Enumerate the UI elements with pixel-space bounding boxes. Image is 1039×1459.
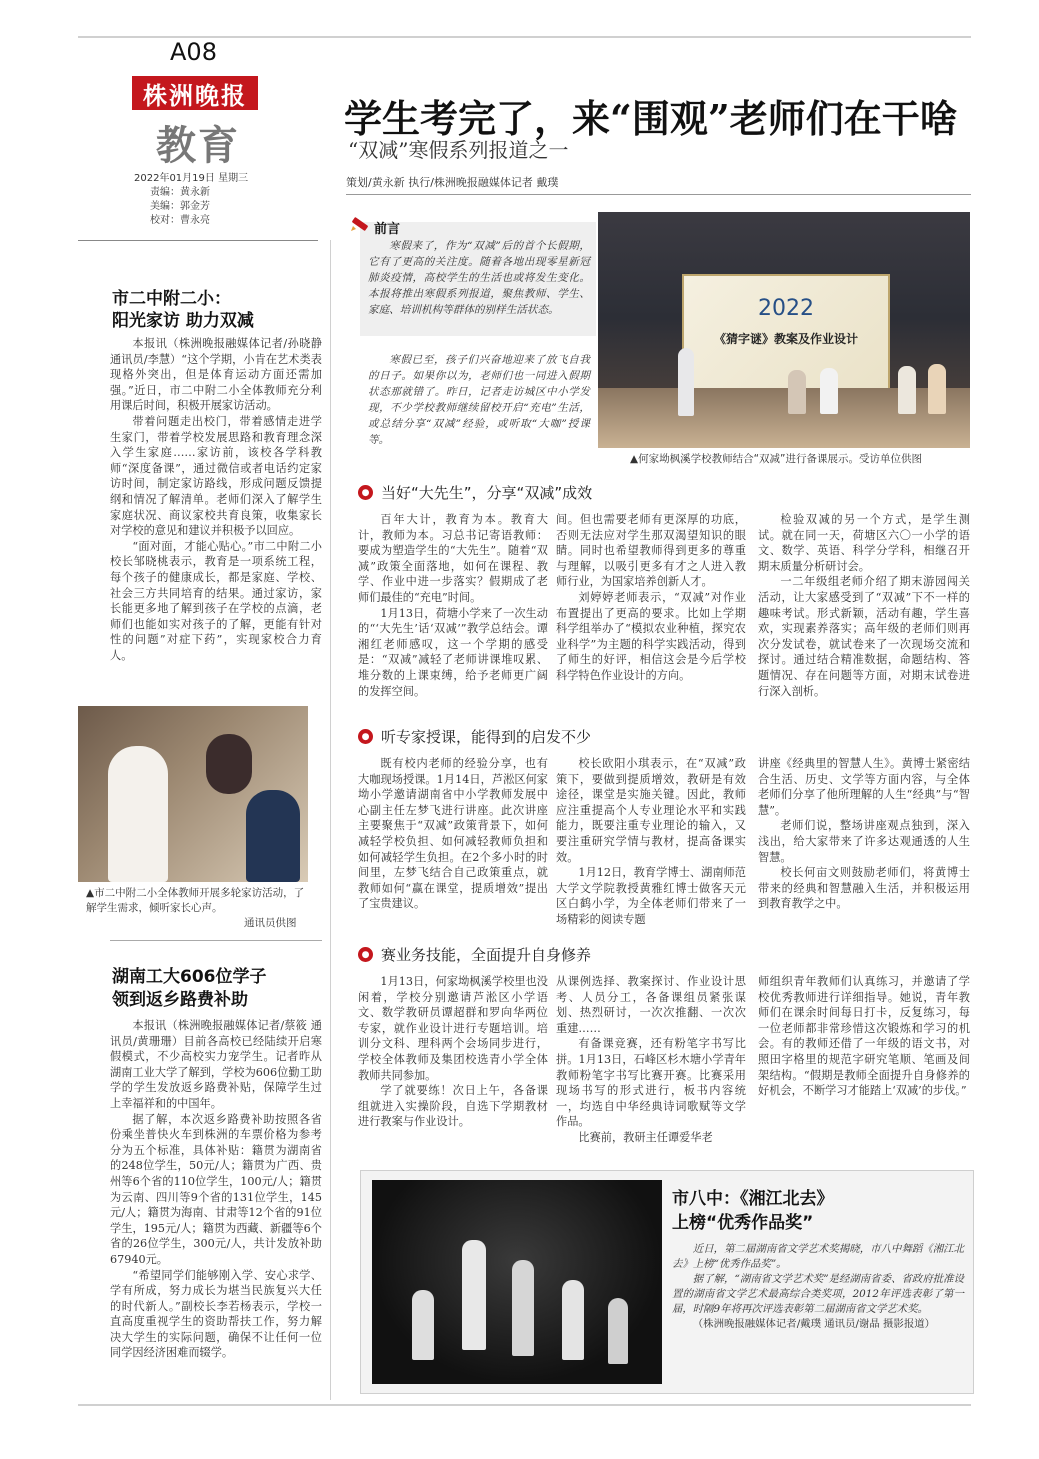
section-name: 教育: [156, 122, 240, 169]
main-subtitle: “双减”寒假系列报道之一: [348, 138, 569, 162]
paragraph: 校长欧阳小琪表示，在“双减”政策下，要做到提质增效，教研是有效途径，课堂是实施关键。因此，教师应注重提高个人专业理论水平和实践能力，既要注重专业理论的输入，又要注重研究学情与教材，提高备课实效。: [556, 757, 746, 864]
left-story2-title-2: 领到返乡路费补助: [112, 990, 248, 1010]
main-headline: 学生考完了，来“围观”老师们在干啥: [344, 96, 958, 141]
bullet-icon: ●: [358, 729, 373, 744]
page-number: A08: [170, 38, 217, 66]
dance-photo: [372, 1180, 662, 1384]
home-visit-photo: [78, 706, 308, 882]
paragraph: 学了就要练！次日上午，各备课组就进入实操阶段，自选下学期教材进行教案与作业设计。: [358, 1084, 548, 1129]
paragraph: 1月12日，教育学博士、湖南师范大学文学院教授黄雅红博士做客天元区白鹤小学，为全体老师们带来了一场精彩的阅读专题: [556, 866, 746, 926]
box-title-1: 市八中：《湘江北去》: [672, 1189, 834, 1209]
paragraph: 1月13日，荷塘小学来了一次生动的“‘大先生’话‘双减’”教学总结会。谭湘红老师感叹，这一个学期的感受是：“双减”减轻了老师讲课堆叹累、堆分数的上课束缚，给予老师更广阔的发挥空间。: [358, 606, 548, 698]
section3-title: 赛业务技能，全面提升自身修养: [381, 946, 592, 964]
box-credit: （株洲晚报融媒体记者/戴璞 通讯员/谢晶 摄影报道）: [692, 1318, 935, 1330]
person-figure: [246, 790, 300, 882]
paragraph: 据了解，“湖南省文学艺术奖”是经湖南省委、省政府批准设置的湖南省文学艺术最高综合类奖项，2012年评选表彰了第一届，时隔9年将再次评选表彰第二届湖南省文学艺术奖。: [672, 1273, 964, 1315]
logo-text: 株洲晚报: [143, 80, 247, 110]
main-photo: [598, 212, 970, 448]
panelist-figure: [788, 370, 806, 414]
paragraph: “希望同学们能够刚入学、安心求学、学有所成，努力成长为堪当民族复兴大任的时代新人。”副校长李若杨表示，学校一直高度重视学生的资助帮扶工作，努力解决大学生的实际问题，确保不让任何一位同学因经济困难而辍学。: [110, 1268, 322, 1360]
paragraph: 有备课竞赛，还有粉笔字书写比拼。1月13日，石峰区杉木塘小学青年教师粉笔字书写比赛开赛。比赛采用现场书写的形式进行，板书内容统一，均选自中华经典诗词歌赋等文学作品。: [556, 1037, 746, 1129]
main-photo-caption: ▲何家坳枫溪学校教师结合“双减”进行备课展示。受访单位供图: [630, 453, 922, 465]
issue-date: 2022年01月19日 星期三: [134, 173, 249, 184]
section1-col1: [358, 512, 548, 712]
bullet-icon: ●: [358, 947, 373, 962]
home-visit-credit: 通讯员供图: [244, 917, 297, 929]
section3-heading: [358, 944, 591, 965]
paragraph: 检验双减的另一个方式，是学生测试。就在同一天，荷塘区六〇一小学的语文、数学、英语、科学分学科，相继召开期末质量分析研讨会。: [758, 513, 970, 573]
intro-paragraph: 寒假已至，孩子们兴奋地迎来了放飞自我的日子。如果你以为，老师们也一同进入假期状态那就错了。昨日，记者走访城区中小学发现，不少学校教师继续留校开启“充电”生活，或总结分享“双减”经验，或听取“大咖”授课等。: [368, 354, 590, 446]
section1-col2: [556, 512, 746, 712]
dancer-figure: [608, 1298, 628, 1364]
section1-title: 当好“大先生”，分享“双减”成效: [381, 484, 593, 502]
paragraph: 百年大计，教育为本。教育大计，教师为本。习总书记寄语教师：要成为塑造学生的“大先生”。随着“双减”政策全面落地，如何在课程、教学、作业中进一步落实？假期成了老师们最佳的“充电”时间。: [358, 513, 548, 604]
editor-credit: 责编：黄永新: [150, 187, 210, 198]
section1-heading: [358, 482, 592, 503]
designer-credit: 美编：郭金芳: [150, 201, 210, 212]
panelist-figure: [898, 366, 916, 414]
bottom-rule: [78, 1404, 971, 1406]
preface-label: 前言: [374, 222, 401, 237]
proofreader-credit: 校对：曹永亮: [150, 215, 210, 226]
paragraph: 刘婷婷老师表示，“双减”对作业布置提出了更高的要求。比如上学期科学组举办了“模拟农业种植，探究农业科学”为主题的科学实践活动，得到了师生的好评，相信这会是今后学校科学特色作业设计的方向。: [556, 590, 746, 682]
paragraph: 讲座《经典里的智慧人生》。黄博士紧密结合生活、历史、文学等方面内容，与全体老师们分享了他所理解的人生“经典”与“智慧”。: [758, 757, 970, 817]
paragraph: 带着问题走出校门，带着感情走进学生家门，带着学校发展思路和教育理念深入学生家庭……家访前，该校各学科教师“深度备课”，通过微信或者电话约定家访时间，制定家访路线，形成问题反馈提纲和情况了解清单。老师们深入了解学生家庭状况、商议家校共育良策，收集家长对学校的意见和建议并积极予以回应。: [110, 414, 322, 538]
section2-title: 听专家授课，能得到的启发不少: [381, 728, 592, 746]
paragraph: 师组织青年教师们认真练习，并邀请了学校优秀教师进行详细指导。她说，青年教师们在课余时间每日打卡，反复练习，每一位老师都非常珍惜这次锻炼和学习的机会。有的教师还借了一年级的语文书，对照田字格里的规范字研究笔顺、笔画及间架结构。“假期是教师全面提升自身修养的好机会，不断学习才能踏上‘双减’的步伐。”: [758, 975, 970, 1098]
paragraph: 从课例选择、教案探讨、作业设计思考、人员分工，各备课组员紧张谋划、热烈研讨，一次次推翻、一次次重建……: [556, 975, 746, 1035]
paragraph: 比赛前，教研主任谭爱华老: [578, 1130, 713, 1144]
left-story1-title-1: 市二中附二小：: [112, 289, 231, 309]
newspaper-logo: [132, 76, 258, 110]
preface-text: [368, 238, 590, 318]
intro-text: [368, 352, 590, 448]
panelist-figure: [928, 364, 946, 414]
left-story2-title-1: 湖南工大606位学子: [112, 967, 267, 987]
paragraph: “面对面，才能心贴心。”市二中附二小校长邹晓桃表示，教育是一项系统工程，每个孩子的健康成长，都是家庭、学校、社会三方共同培育的结果。通过家访，家长能更多地了解到孩子在学校的点滴，老师们也能如实对孩子的了解，更能有针对性的问题”对症下药”，实现家校合力育人。: [110, 539, 322, 662]
dancer-figure: [562, 1280, 584, 1360]
paragraph: 校长何亩文则鼓励老师们，将黄博士带来的经典和智慧融入生活，并积极运用到教育教学之中。: [758, 866, 970, 911]
left-story1-title-2: 阳光家访 助力双减: [112, 311, 254, 331]
byline: 策划/黄永新 执行/株洲晚报融媒体记者 戴璞: [346, 176, 559, 189]
preface-paragraph: 寒假来了，作为“双减”后的首个长假期，它有了更高的关注度。随着各地出现零星新冠肺炎疫情，高校学生的生活也或将发生变化。本报将推出寒假系列报道，聚焦教师、学生、家庭、培训机构等群体的别样生活状态。: [368, 240, 590, 316]
paragraph: 老师们说，整场讲座观点独到，深入浅出，给大家带来了许多达观通透的人生智慧。: [758, 819, 970, 864]
left-story2-text: [110, 1018, 322, 1380]
screen-year: 2022: [758, 296, 814, 321]
dancer-figure: [462, 1240, 486, 1350]
section3-col2: [556, 974, 746, 1164]
paragraph: 既有校内老师的经验分享，也有大咖现场授课。1月14日，芦淞区何家坳小学邀请湖南省中小学教师发展中心副主任左梦飞进行讲座。此次讲座主要聚焦于“双减”政策背景下，如何减轻学校负担、如何减轻教师负担和如何减轻学生负担。在2个多小时的时间里，左梦飞结合自己政策重点，就教师如何“赢在课堂，提质增效”提出了宝贵建议。: [358, 757, 548, 911]
section2-col1: [358, 756, 548, 936]
presenter-figure: [678, 348, 694, 416]
paragraph: 据了解，本次返乡路费补助按照各省份乘坐普快火车到株洲的车票价格为参考分为五个标准，具体补贴：籍贯为湖南省的248位学生，50元/人；籍贯为广西、贵州等6个省的110位学生，100元/人；籍贯为云南、四川等9个省的131位学生，145元/人；籍贯为海南、甘肃等12个省的91位学生，195元/人；籍贯为西藏、新疆等6个省的26位学生，300元/人，共计发放补助67940元。: [110, 1112, 322, 1266]
paragraph: 近日，第二届湖南省文学艺术奖揭晓，市八中舞蹈《湘江北去》上榜“优秀作品奖”。: [672, 1243, 964, 1270]
bullet-icon: ●: [358, 485, 373, 500]
pencil-icon: [348, 212, 372, 236]
stage-screen: [682, 274, 890, 390]
section2-col3: [758, 756, 970, 936]
headline-rule: [346, 194, 971, 195]
paragraph: 本报讯（株洲晚报融媒体记者/孙晓静 通讯员/李慧）“这个学期，小肯在艺术类表现格外突出，但是体育运动方面还需加强。”近日，市二中附二小全体教师充分利用课后时间，积极开展家访活动。: [110, 337, 322, 413]
left-story1-text: [110, 336, 322, 698]
box-text: [672, 1242, 964, 1332]
person-figure: [108, 746, 168, 882]
dancer-figure: [412, 1290, 434, 1360]
section2-col2: [556, 756, 746, 936]
dancer-figure: [512, 1260, 534, 1356]
home-visit-caption: ▲市二中附二小全体教师开展多轮家访活动，了解学生需求，倾听家长心声。: [86, 887, 305, 914]
paragraph: 1月13日，何家坳枫溪学校里也没闲着，学校分别邀请芦淞区小学语文、数学教研员谭超群和罗向华两位专家，就作业设计进行专题培训。培训分文科、理科两个会场同步进行，学校全体教师及集团校选青小学全体教师共同参加。: [358, 975, 548, 1082]
paragraph: 一二年级组老师介绍了期末游园闯关活动，让大家感受到了“双减”下不一样的趣味考试。形式新颖，活动有趣，学生喜欢，实现素养落实；高年级的老师们则再次分发试卷，就试卷来了一次现场交流和探讨。通过结合精准数据，命题结构、答题情况、存在问题等方面，对期末试卷进行深入剖析。: [758, 575, 970, 698]
person-figure: [206, 734, 252, 794]
paragraph: 间。但也需要老师有更深厚的功底，否则无法应对学生那双渴望知识的眼睛。同时也希望教师得到更多的尊重与理解，以吸引更多有才之人进入教师行业，为国家培养创新人才。: [556, 513, 746, 589]
section2-heading: [358, 726, 591, 747]
section1-col3: [758, 512, 970, 712]
left-divider: [110, 940, 322, 941]
column-divider: [330, 240, 331, 1400]
section3-col1: [358, 974, 548, 1164]
panelist-figure: [820, 368, 838, 414]
screen-title: 《猜字谜》教案及作业设计: [713, 332, 858, 346]
box-title-2: 上榜“优秀作品奖”: [672, 1213, 814, 1233]
masthead-rule: [78, 240, 318, 241]
edition-info: [134, 172, 248, 228]
section3-col3: [758, 974, 970, 1164]
paragraph: 本报讯（株洲晚报融媒体记者/蔡筱 通讯员/黄珊珊）目前各高校已经陆续开启寒假模式，不少高校实力宠学生。记者昨从湖南工业大学了解到，学校为606位勤工助学的学生发放返乡路费补贴，保障学生过上幸福祥和的中国年。: [110, 1019, 322, 1110]
